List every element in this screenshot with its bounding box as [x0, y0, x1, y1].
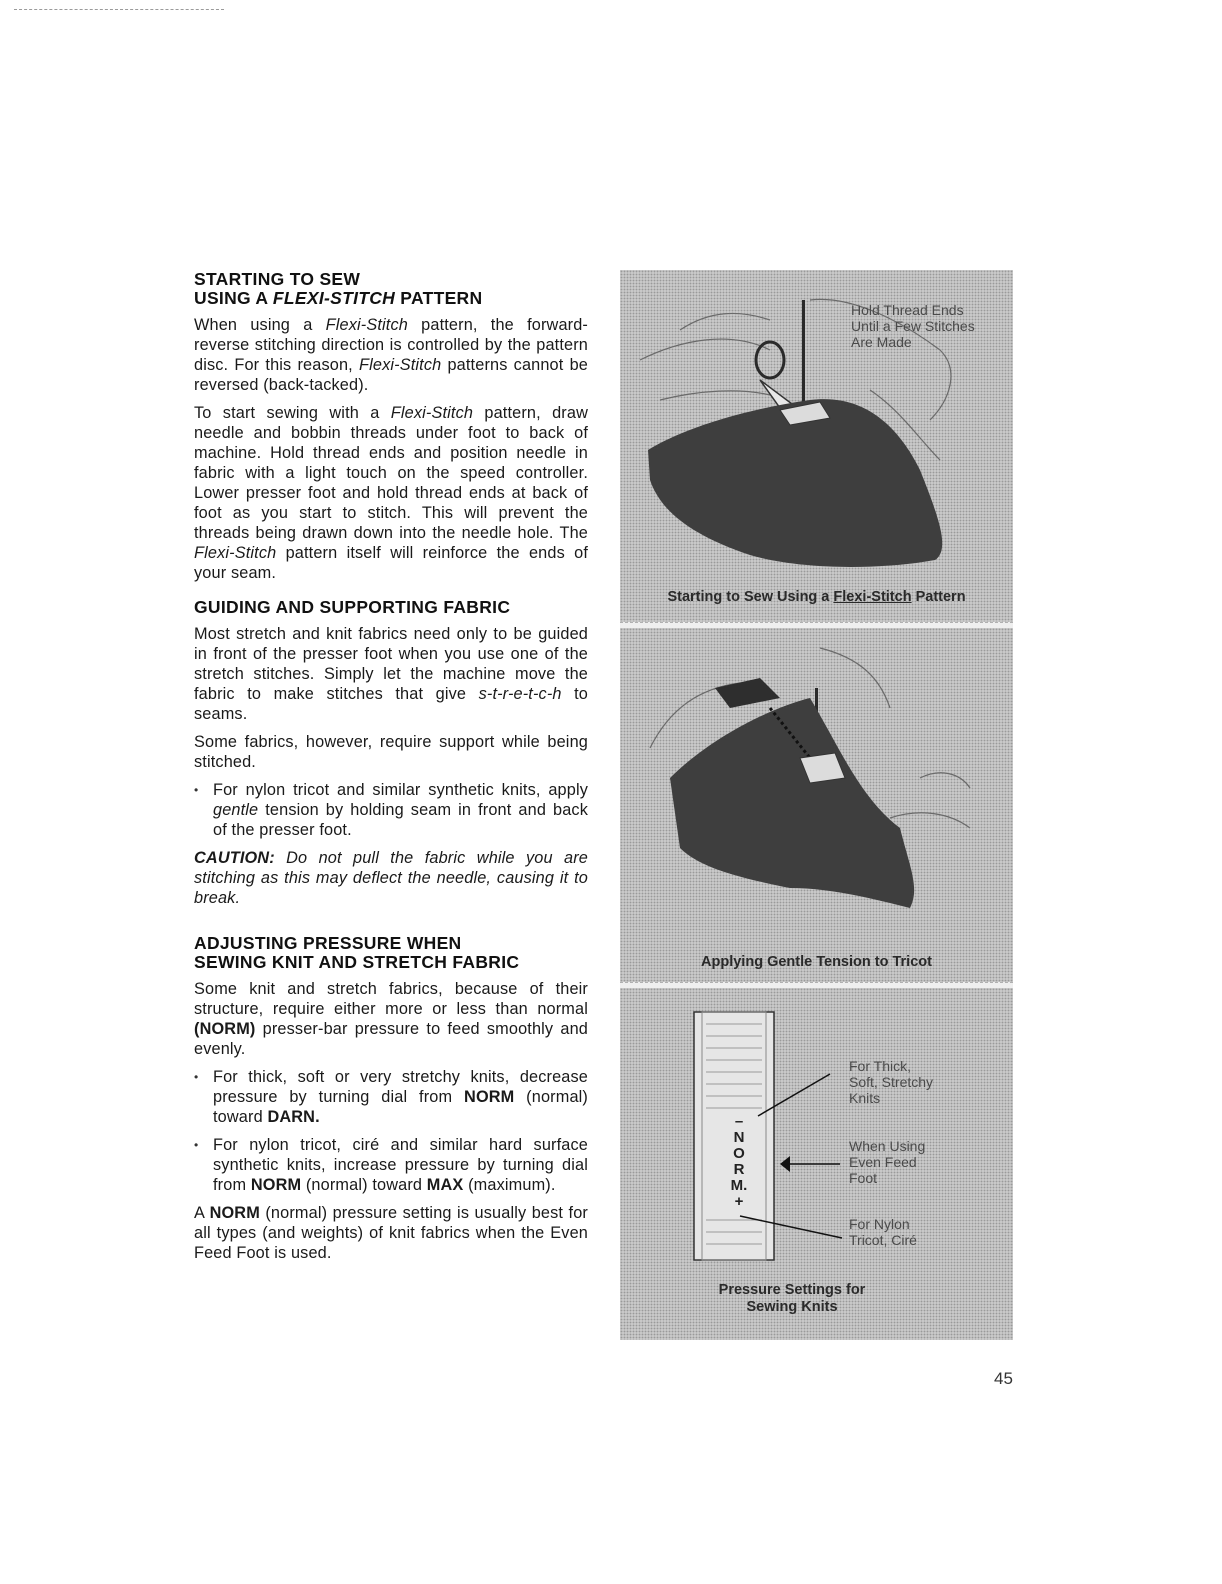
caption-underlined: Flexi-Stitch — [833, 589, 912, 605]
paragraph-guiding-intro: Most stretch and knit fabrics need only to be guided in front of the presser foot when you use one of the stretch stitches. Simply let the machine move the fabric to make stitches that give s-t-r-e-t-c-h to seams. — [194, 625, 588, 723]
label-line: Until a Few Stitches — [851, 318, 975, 334]
bullet-text: For thick, soft or very stretchy knits, decrease pressure by turning dial from NORM (normal) toward DARN. — [213, 1068, 588, 1126]
label-line: For Thick, — [849, 1058, 911, 1074]
bullet-increase-pressure — [194, 1135, 588, 1195]
dial-letter: R — [733, 1161, 745, 1178]
text-run: Flexi-Stitch — [194, 544, 277, 562]
figure-gentle-tension — [620, 628, 1013, 982]
paragraph-flexi-intro: When using a Flexi-Stitch pattern, the forward-reverse stitching direction is controlled by the pattern disc. For this reason, Flexi-Stitch patterns cannot be reversed (back-tacked). — [194, 316, 588, 394]
label-line: For Nylon — [849, 1216, 910, 1232]
label-hold-thread-ends — [851, 302, 975, 350]
figure-pressure-settings — [620, 988, 1013, 1340]
caption-text: Starting to Sew Using a — [667, 589, 834, 605]
heading-line-2-post: PATTERN — [395, 288, 483, 308]
bullet-decrease-pressure — [194, 1067, 588, 1127]
dial-plus: + — [734, 1193, 744, 1210]
paragraph-support: Some fabrics, however, require support while being stitched. — [194, 733, 588, 771]
label-line: Even Feed — [849, 1154, 917, 1170]
label-line: Foot — [849, 1170, 878, 1186]
label-thick-knits — [849, 1058, 933, 1106]
section-adjusting-pressure — [194, 934, 588, 1263]
dial-letter: M. — [730, 1177, 748, 1194]
bullet-icon: • — [194, 1138, 199, 1152]
label-line: Are Made — [851, 334, 912, 350]
label-nylon-tricot — [849, 1216, 917, 1248]
text-run: Flexi-Stitch — [359, 356, 442, 374]
text-run: DARN. — [267, 1108, 320, 1126]
label-line: Tricot, Ciré — [849, 1232, 917, 1248]
dial-letter: O — [733, 1145, 745, 1162]
caption-text: Pattern — [911, 589, 966, 605]
text-run: Flexi-Stitch — [390, 404, 474, 422]
heading-line-1: ADJUSTING PRESSURE WHEN — [194, 933, 462, 953]
text-column — [194, 270, 588, 1271]
paragraph-norm-setting: A NORM (normal) pressure setting is usually best for all types (and weights) of knit fabrics when the Even Feed Foot is used. — [194, 1204, 588, 1262]
label-line: When Using — [849, 1138, 926, 1154]
paragraph-pressure-intro: Some knit and stretch fabrics, because of their structure, require either more or less than normal (NORM) presser-bar pressure to feed smoothly and evenly. — [194, 980, 588, 1058]
label-line: Knits — [849, 1090, 881, 1106]
caution-note: CAUTION: Do not pull the fabric while you are stitching as this may deflect the needle, causing it to break. — [194, 849, 588, 907]
caption-figure-2: Applying Gentle Tension to Tricot — [701, 954, 932, 970]
caption-figure-3 — [702, 1282, 882, 1316]
dial-markings — [729, 1114, 749, 1210]
page-number: 45 — [994, 1369, 1013, 1388]
caption-line: Pressure Settings for — [718, 1282, 866, 1298]
bullet-icon: • — [194, 783, 199, 797]
heading-line-1: STARTING TO SEW — [194, 269, 361, 289]
text-run: Flexi-Stitch — [325, 316, 408, 334]
text-run: NORM — [209, 1204, 260, 1222]
label-line: Hold Thread Ends — [851, 302, 964, 318]
heading-line-2-pre: USING A — [194, 288, 273, 308]
bullet-text: For nylon tricot and similar synthetic knits, apply gentle tension by holding seam in front and back of the presser foot. — [213, 781, 588, 839]
figure-starting-to-sew — [620, 270, 1013, 622]
text-run: NORM — [250, 1176, 302, 1194]
text-run: (NORM) — [194, 1020, 256, 1038]
heading-line-2-em: FLEXI-STITCH — [272, 288, 396, 308]
bullet-nylon-tricot — [194, 780, 588, 840]
scan-mark — [14, 9, 224, 10]
text-run: NORM — [464, 1088, 515, 1106]
heading-guiding-fabric: GUIDING AND SUPPORTING FABRIC — [194, 597, 511, 617]
text-run: s-t-r-e-t-c-h — [478, 685, 562, 703]
text-run: gentle — [213, 801, 259, 819]
heading-line-2: SEWING KNIT AND STRETCH FABRIC — [194, 952, 520, 972]
bullet-text: For nylon tricot, ciré and similar hard surface synthetic knits, increase pressure by turning dial from NORM (normal) toward MAX (maximum). — [213, 1136, 588, 1194]
bullet-icon: • — [194, 1070, 199, 1084]
caption-figure-1 — [620, 589, 1013, 606]
label-even-feed — [849, 1138, 925, 1186]
text-run: MAX — [426, 1176, 464, 1194]
section-starting-to-sew — [194, 270, 588, 583]
illustration-column — [620, 270, 1013, 1340]
text-run: CAUTION: — [194, 849, 275, 867]
heading-adjusting-pressure — [194, 934, 588, 972]
heading-starting-to-sew — [194, 270, 588, 308]
dial-minus: – — [734, 1113, 744, 1130]
tricot-tension-illustration — [620, 628, 1013, 982]
label-line: Soft, Stretchy — [849, 1074, 934, 1090]
caption-line: Sewing Knits — [746, 1299, 838, 1315]
paragraph-flexi-start: To start sewing with a Flexi-Stitch pattern, draw needle and bobbin threads under foot to back of machine. Hold thread ends and position needle in fabric with a light touch on the speed controller. Lower presser foot and hold thread ends at back of foot as you start to stitch. This will prevent the threads being drawn down into the needle hole. The Flexi-Stitch pattern itself will reinforce the ends of your seam. — [194, 404, 588, 582]
section-guiding-fabric — [194, 598, 588, 908]
dial-letter: N — [733, 1129, 745, 1146]
